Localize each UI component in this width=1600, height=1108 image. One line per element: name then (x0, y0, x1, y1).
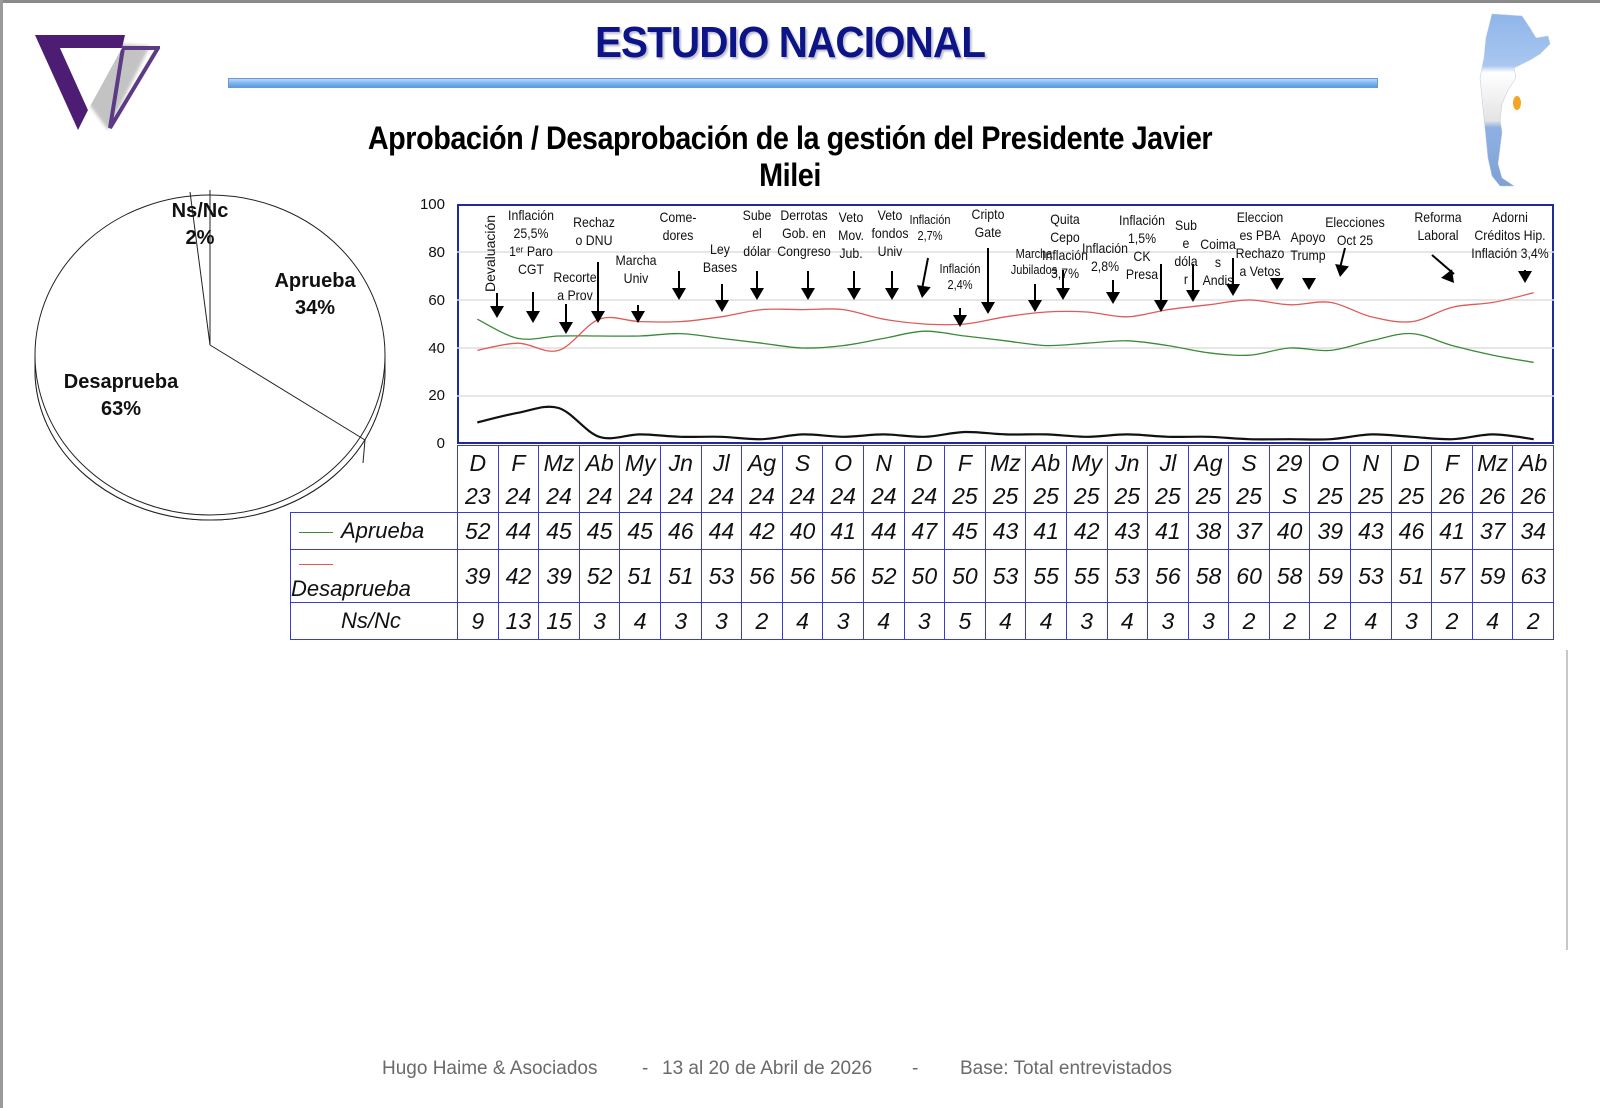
pie-label-nsnc: Ns/Nc 2% (171, 200, 229, 249)
event-annotation: Reforma Laboral (1414, 209, 1462, 243)
y-tick-20: 20 (428, 387, 445, 404)
window-frame-right (1566, 650, 1568, 950)
table-cell: 45 (620, 513, 661, 550)
annotation-arrow-icon (847, 271, 861, 300)
table-cell: 43 (985, 513, 1026, 550)
row-label (291, 603, 458, 640)
event-annotation: Inflación 2,7% (909, 213, 951, 243)
table-cell: 58 (1188, 550, 1229, 603)
table-cell: 4 (620, 603, 661, 640)
table-cell: 52 (863, 550, 904, 603)
window-frame-top (0, 0, 1600, 3)
table-cell: 55 (1066, 550, 1107, 603)
period-header: 25 (1066, 479, 1107, 513)
table-cell: 46 (1391, 513, 1432, 550)
period-header: My (1066, 446, 1107, 480)
period-header: 24 (660, 479, 701, 513)
table-row (291, 550, 1554, 603)
period-header: 26 (1513, 479, 1554, 513)
table-cell: 57 (1432, 550, 1473, 603)
table-cell: 39 (458, 550, 499, 603)
period-header: Mz (539, 446, 580, 480)
period-header: Jn (660, 446, 701, 480)
table-cell: 50 (945, 550, 986, 603)
table-cell: 3 (660, 603, 701, 640)
y-tick-40: 40 (428, 340, 445, 357)
window-frame-left (0, 0, 3, 1108)
table-cell: 44 (701, 513, 742, 550)
table-cell: 42 (742, 513, 783, 550)
table-cell: 43 (1107, 513, 1148, 550)
annotation-arrow-icon (801, 271, 815, 300)
period-header: 26 (1432, 479, 1473, 513)
row-label (291, 513, 458, 550)
table-cell: 56 (742, 550, 783, 603)
event-annotation: Quita Cepo Inflación 3,7% (1042, 211, 1088, 281)
table-cell: 39 (1310, 513, 1351, 550)
y-tick-100: 100 (419, 196, 445, 213)
event-annotation: Derrotas Gob. en Congreso (777, 207, 831, 259)
table-cell: 53 (985, 550, 1026, 603)
data-table (290, 445, 1554, 640)
event-annotation: Sub e dóla r (1174, 217, 1198, 287)
table-cell: 2 (1229, 603, 1270, 640)
period-header: D (458, 446, 499, 480)
event-annotation: Ley Bases (702, 241, 738, 275)
period-header: F (498, 446, 539, 480)
period-header: 24 (498, 479, 539, 513)
table-cell: 37 (1472, 513, 1513, 550)
y-tick-0: 0 (436, 435, 445, 452)
table-cell: 2 (1513, 603, 1554, 640)
period-header: 25 (985, 479, 1026, 513)
period-header: 25 (945, 479, 986, 513)
table-cell: 41 (1432, 513, 1473, 550)
period-header: S (782, 446, 823, 480)
event-annotation: Devaluación (482, 214, 498, 292)
period-header: S (1229, 446, 1270, 480)
y-tick-80: 80 (428, 244, 445, 261)
table-cell: 60 (1229, 550, 1270, 603)
table-cell: 51 (1391, 550, 1432, 603)
table-cell: 45 (945, 513, 986, 550)
annotation-arrow-icon (1028, 284, 1042, 312)
table-cell: 4 (1472, 603, 1513, 640)
event-annotation: Inflación 2,8% (1082, 240, 1128, 274)
table-cell: 3 (1066, 603, 1107, 640)
table-cell: 3 (1391, 603, 1432, 640)
table-cell: 46 (660, 513, 701, 550)
table-cell: 51 (660, 550, 701, 603)
table-cell: 3 (1188, 603, 1229, 640)
legend-swatch-icon (299, 532, 333, 533)
table-cell: 40 (782, 513, 823, 550)
footer-date: 13 al 20 de Abril de 2026 (662, 1058, 873, 1079)
period-header: 24 (742, 479, 783, 513)
table-cell: 9 (458, 603, 499, 640)
table-cell: 56 (782, 550, 823, 603)
table-cell: 53 (1107, 550, 1148, 603)
period-header: 23 (458, 479, 499, 513)
period-header: Jl (1148, 446, 1189, 480)
period-header: Ag (1188, 446, 1229, 480)
annotation-arrow-icon (1518, 270, 1532, 283)
annotation-arrow-icon (885, 271, 899, 300)
argentina-map-icon (1470, 8, 1565, 188)
period-header: Ab (579, 446, 620, 480)
event-annotation: Marcha Univ (615, 252, 657, 286)
period-header: Ab (1513, 446, 1554, 480)
table-cell: 39 (539, 550, 580, 603)
period-header: O (823, 446, 864, 480)
table-cell: 58 (1269, 550, 1310, 603)
period-header: My (620, 446, 661, 480)
period-header: N (1351, 446, 1392, 480)
table-cell: 5 (945, 603, 986, 640)
period-header: Jl (701, 446, 742, 480)
period-header: Jn (1107, 446, 1148, 480)
period-header: D (1391, 446, 1432, 480)
pie-label-desaprueba: Desaprueba 63% (63, 371, 179, 420)
period-header: 26 (1472, 479, 1513, 513)
annotation-arrow-icon (490, 293, 504, 318)
event-annotation: Rechaz o DNU (573, 214, 615, 248)
event-annotation: Elecciones Oct 25 (1325, 214, 1385, 248)
table-cell: 3 (579, 603, 620, 640)
table-cell: 13 (498, 603, 539, 640)
table-cell: 2 (742, 603, 783, 640)
table-cell: 4 (985, 603, 1026, 640)
table-cell: 3 (1148, 603, 1189, 640)
table-cell: 4 (1351, 603, 1392, 640)
period-header: S (1269, 479, 1310, 513)
table-row (291, 603, 1554, 640)
series-line-aprueba (477, 319, 1533, 362)
period-header: Ab (1026, 446, 1067, 480)
table-cell: 45 (539, 513, 580, 550)
table-cell: 53 (1351, 550, 1392, 603)
period-header: 25 (1351, 479, 1392, 513)
row-label-text: Desaprueba (291, 576, 411, 601)
period-header: 25 (1310, 479, 1351, 513)
period-header: 25 (1229, 479, 1270, 513)
page-title: ESTUDIO NACIONAL (594, 18, 986, 67)
period-header: 29 (1269, 446, 1310, 480)
event-annotation: Adorni Créditos Hip. Inflación 3,4% (1471, 209, 1549, 261)
period-header: D (904, 446, 945, 480)
period-header: N (863, 446, 904, 480)
table-cell: 4 (1107, 603, 1148, 640)
period-header: 25 (1107, 479, 1148, 513)
table-cell: 2 (1310, 603, 1351, 640)
period-header: 25 (1148, 479, 1189, 513)
annotation-arrow-icon (559, 304, 573, 334)
table-cell: 44 (863, 513, 904, 550)
table-cell: 47 (904, 513, 945, 550)
table-cell: 42 (1066, 513, 1107, 550)
table-cell: 4 (1026, 603, 1067, 640)
table-cell: 4 (782, 603, 823, 640)
table-cell: 53 (701, 550, 742, 603)
footer-separator: - (642, 1058, 649, 1079)
table-cell: 4 (863, 603, 904, 640)
row-label (291, 550, 458, 603)
event-annotation: Recorte a Prov (553, 269, 597, 303)
chart-subtitle: Aprobación / Desaprobación de la gestión del Presidente Javier Milei (367, 120, 1213, 193)
table-cell: 50 (904, 550, 945, 603)
event-annotation: Cripto Gate (971, 206, 1005, 240)
period-header: Ag (742, 446, 783, 480)
table-cell: 56 (1148, 550, 1189, 603)
title-divider-bar (228, 78, 1378, 88)
table-cell: 34 (1513, 513, 1554, 550)
table-cell: 51 (620, 550, 661, 603)
table-cell: 2 (1269, 603, 1310, 640)
period-header: Mz (985, 446, 1026, 480)
event-annotation: Inflación 25,5% 1ᵉʳ Paro CGT (508, 207, 554, 277)
period-header: 24 (701, 479, 742, 513)
table-cell: 37 (1229, 513, 1270, 550)
table-cell: 44 (498, 513, 539, 550)
row-label-text: Ns/Nc (341, 608, 401, 633)
event-annotation: Inflación 1,5% CK Presa (1119, 212, 1165, 282)
period-header: 25 (1188, 479, 1229, 513)
period-header: F (945, 446, 986, 480)
table-cell: 56 (823, 550, 864, 603)
event-annotation: Eleccion es PBA Rechazo a Vetos (1235, 209, 1285, 279)
y-tick-60: 60 (428, 292, 445, 309)
period-header: 25 (1391, 479, 1432, 513)
legend-swatch-icon (299, 564, 333, 565)
period-header: F (1432, 446, 1473, 480)
table-cell: 59 (1472, 550, 1513, 603)
footer-org: Hugo Haime & Asociados (382, 1058, 598, 1079)
period-header: 24 (823, 479, 864, 513)
period-header: 24 (539, 479, 580, 513)
row-label-text: Aprueba (341, 518, 425, 543)
series-line-desaprueba (477, 293, 1533, 351)
period-header: 24 (579, 479, 620, 513)
footer-separator: - (912, 1058, 919, 1079)
table-cell: 41 (823, 513, 864, 550)
event-annotation: Marcha Jubilados (1010, 247, 1058, 277)
table-cell: 3 (701, 603, 742, 640)
table-cell: 38 (1188, 513, 1229, 550)
table-cell: 2 (1432, 603, 1473, 640)
period-header: 24 (863, 479, 904, 513)
table-row (291, 513, 1554, 550)
event-annotation: Apoyo Trump (1290, 229, 1326, 263)
table-corner (291, 446, 458, 480)
pie-label-aprueba: Aprueba 34% (274, 270, 356, 319)
table-cell: 52 (579, 550, 620, 603)
table-cell: 15 (539, 603, 580, 640)
table-cell: 55 (1026, 550, 1067, 603)
period-header: 25 (1026, 479, 1067, 513)
table-cell: 3 (823, 603, 864, 640)
table-cell: 40 (1269, 513, 1310, 550)
table-cell: 63 (1513, 550, 1554, 603)
table-cell: 52 (458, 513, 499, 550)
purple-triangle-logo-icon (30, 30, 160, 140)
table-cell: 59 (1310, 550, 1351, 603)
table-corner (291, 479, 458, 513)
table-cell: 3 (904, 603, 945, 640)
annotation-arrow-icon (715, 284, 729, 312)
legend-swatch-icon (299, 622, 333, 623)
period-header: 24 (782, 479, 823, 513)
event-annotation: Veto Mov. Jub. (838, 209, 864, 261)
period-header: Mz (1472, 446, 1513, 480)
event-annotation: Inflación 2,4% (939, 262, 981, 292)
period-header: 24 (904, 479, 945, 513)
event-annotation: Coima s Andis (1200, 236, 1236, 288)
event-annotation: Sube el dólar (742, 207, 772, 259)
series-line-ns-nc (477, 407, 1533, 440)
event-annotation: Come- dores (659, 209, 697, 243)
table-cell: 45 (579, 513, 620, 550)
period-header: O (1310, 446, 1351, 480)
event-annotation: Veto fondos Univ (871, 207, 909, 259)
footer-base: Base: Total entrevistados (960, 1058, 1172, 1079)
table-cell: 41 (1026, 513, 1067, 550)
period-header: 24 (620, 479, 661, 513)
annotation-arrow-icon (1432, 255, 1454, 283)
table-cell: 43 (1351, 513, 1392, 550)
table-cell: 42 (498, 550, 539, 603)
table-cell: 41 (1148, 513, 1189, 550)
